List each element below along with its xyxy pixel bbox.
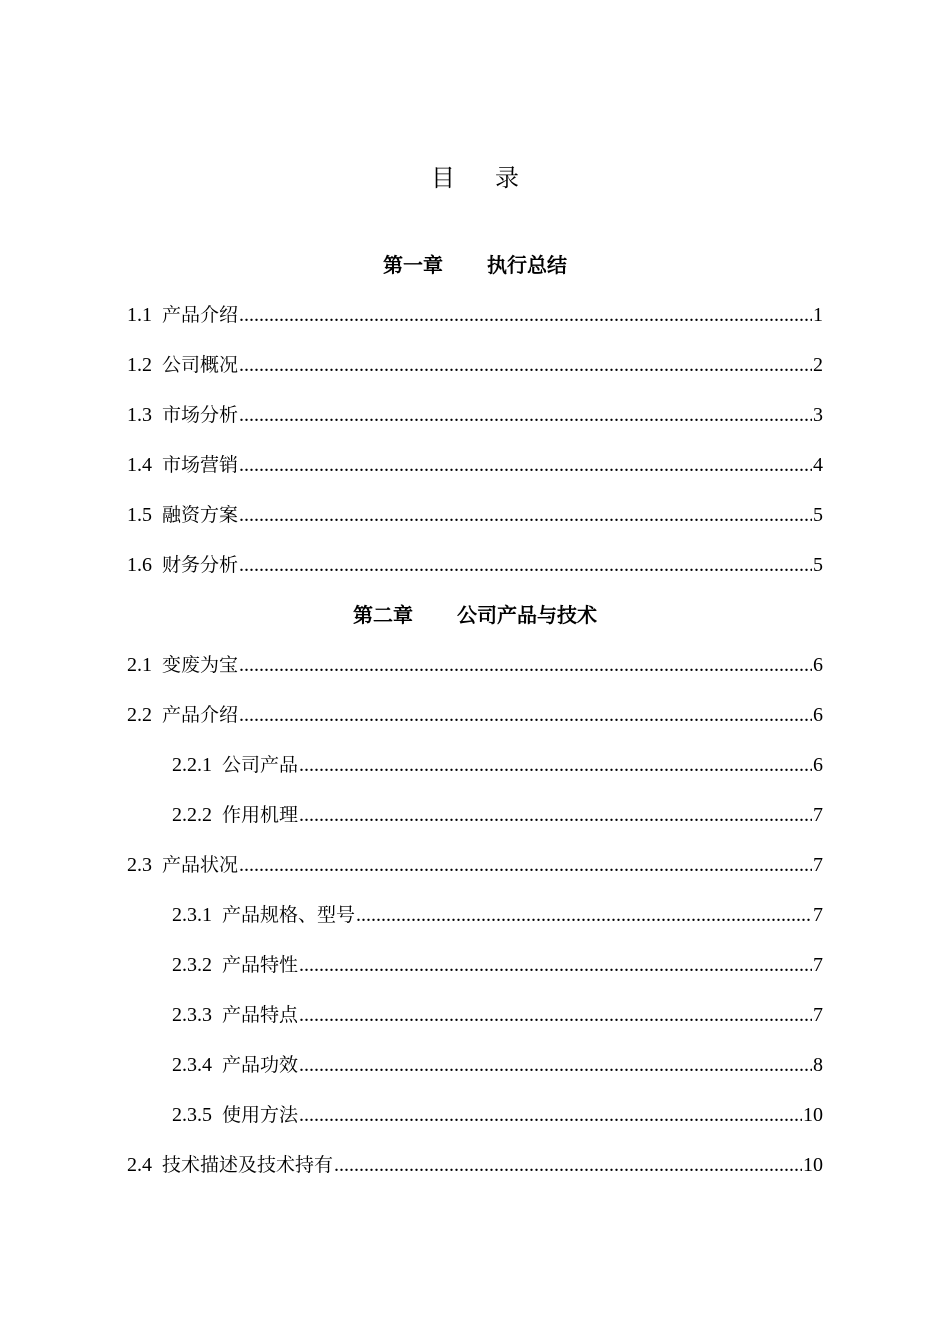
toc-entry-page-number: 5: [813, 554, 823, 576]
toc-entry[interactable]: [127, 640, 823, 690]
toc-entry[interactable]: [127, 440, 823, 490]
toc-dot-leader: [239, 640, 812, 690]
toc-dot-leader: [299, 1040, 812, 1090]
toc-entry-title: 产品规格、型号: [222, 904, 356, 926]
toc-chapter-heading[interactable]: [127, 240, 823, 290]
toc-entry-page-number: 1: [813, 304, 823, 326]
toc-entry-title: 财务分析: [162, 554, 239, 576]
toc-entry-page-number: 7: [813, 1004, 823, 1026]
toc-entry[interactable]: [127, 540, 823, 590]
toc-entry[interactable]: [127, 490, 823, 540]
toc-entry-title: 产品状况: [162, 854, 239, 876]
toc-list: [127, 240, 823, 1190]
toc-dot-leader: [299, 740, 812, 790]
toc-entry-number: 2.2.1: [172, 754, 212, 776]
toc-entry-title: 产品介绍: [162, 304, 239, 326]
toc-entry-title: 市场分析: [162, 404, 239, 426]
toc-entry-number: 2.3.2: [172, 954, 212, 976]
toc-entry-number: 1.5: [127, 504, 152, 526]
toc-title-right: 录: [495, 164, 519, 192]
toc-entry-title: 变废为宝: [162, 654, 239, 676]
toc-dot-leader: [239, 540, 812, 590]
toc-entry[interactable]: [127, 1090, 823, 1140]
toc-dot-leader: [299, 1090, 802, 1140]
toc-entry-page-number: 2: [813, 354, 823, 376]
toc-entry-number: 2.3.5: [172, 1104, 212, 1126]
toc-dot-leader: [334, 1140, 802, 1190]
toc-dot-leader: [239, 440, 812, 490]
toc-entry-page-number: 7: [813, 904, 823, 926]
toc-entry[interactable]: [127, 790, 823, 840]
toc-entry-page-number: 8: [813, 1054, 823, 1076]
toc-entry[interactable]: [127, 690, 823, 740]
toc-entry-page-number: 7: [813, 954, 823, 976]
toc-entry-title: 作用机理: [222, 804, 299, 826]
toc-dot-leader: [239, 840, 812, 890]
toc-entry-number: 2.3.3: [172, 1004, 212, 1026]
toc-entry-number: 1.3: [127, 404, 152, 426]
toc-entry-number: 1.1: [127, 304, 152, 326]
toc-entry[interactable]: [127, 890, 823, 940]
toc-entry-title: 市场营销: [162, 454, 239, 476]
toc-entry-page-number: 7: [813, 804, 823, 826]
toc-entry-page-number: 10: [803, 1154, 823, 1176]
toc-entry[interactable]: [127, 390, 823, 440]
toc-entry-page-number: 4: [813, 454, 823, 476]
toc-dot-leader: [299, 940, 812, 990]
toc-entry-number: 1.2: [127, 354, 152, 376]
toc-dot-leader: [239, 390, 812, 440]
toc-entry-title: 产品功效: [222, 1054, 299, 1076]
toc-entry[interactable]: [127, 990, 823, 1040]
toc-entry-number: 2.2.2: [172, 804, 212, 826]
toc-entry-number: 2.3: [127, 854, 152, 876]
toc-dot-leader: [239, 290, 812, 340]
toc-dot-leader: [299, 790, 812, 840]
chapter-label: 第二章: [353, 603, 413, 627]
toc-entry-title: 产品特性: [222, 954, 299, 976]
toc-entry-title: 技术描述及技术持有: [162, 1154, 334, 1176]
toc-entry-title: 使用方法: [222, 1104, 299, 1126]
toc-entry[interactable]: [127, 340, 823, 390]
toc-entry-number: 2.4: [127, 1154, 152, 1176]
toc-entry[interactable]: [127, 1040, 823, 1090]
toc-entry-title: 公司概况: [162, 354, 239, 376]
chapter-name: 执行总结: [487, 253, 567, 277]
toc-entry-number: 1.6: [127, 554, 152, 576]
toc-entry[interactable]: [127, 290, 823, 340]
toc-dot-leader: [239, 690, 812, 740]
toc-entry-page-number: 6: [813, 754, 823, 776]
toc-entry-number: 2.3.4: [172, 1054, 212, 1076]
toc-entry-page-number: 10: [803, 1104, 823, 1126]
toc-entry-page-number: 3: [813, 404, 823, 426]
toc-dot-leader: [356, 890, 812, 940]
chapter-label: 第一章: [383, 253, 443, 277]
toc-entry-title: 产品特点: [222, 1004, 299, 1026]
toc-entry-title: 融资方案: [162, 504, 239, 526]
toc-entry[interactable]: [127, 1140, 823, 1190]
toc-chapter-heading[interactable]: [127, 590, 823, 640]
toc-entry-number: 2.2: [127, 704, 152, 726]
toc-entry-number: 2.1: [127, 654, 152, 676]
toc-entry-page-number: 5: [813, 504, 823, 526]
toc-entry[interactable]: [127, 840, 823, 890]
toc-title-left: 目: [431, 164, 455, 192]
toc-dot-leader: [239, 490, 812, 540]
toc-title: [0, 158, 950, 193]
toc-entry[interactable]: [127, 740, 823, 790]
toc-entry[interactable]: [127, 940, 823, 990]
toc-dot-leader: [239, 340, 812, 390]
toc-entry-page-number: 6: [813, 654, 823, 676]
toc-entry-title: 公司产品: [222, 754, 299, 776]
toc-entry-page-number: 6: [813, 704, 823, 726]
toc-entry-number: 2.3.1: [172, 904, 212, 926]
toc-entry-page-number: 7: [813, 854, 823, 876]
toc-entry-title: 产品介绍: [162, 704, 239, 726]
toc-entry-number: 1.4: [127, 454, 152, 476]
chapter-name: 公司产品与技术: [457, 603, 597, 627]
toc-dot-leader: [299, 990, 812, 1040]
